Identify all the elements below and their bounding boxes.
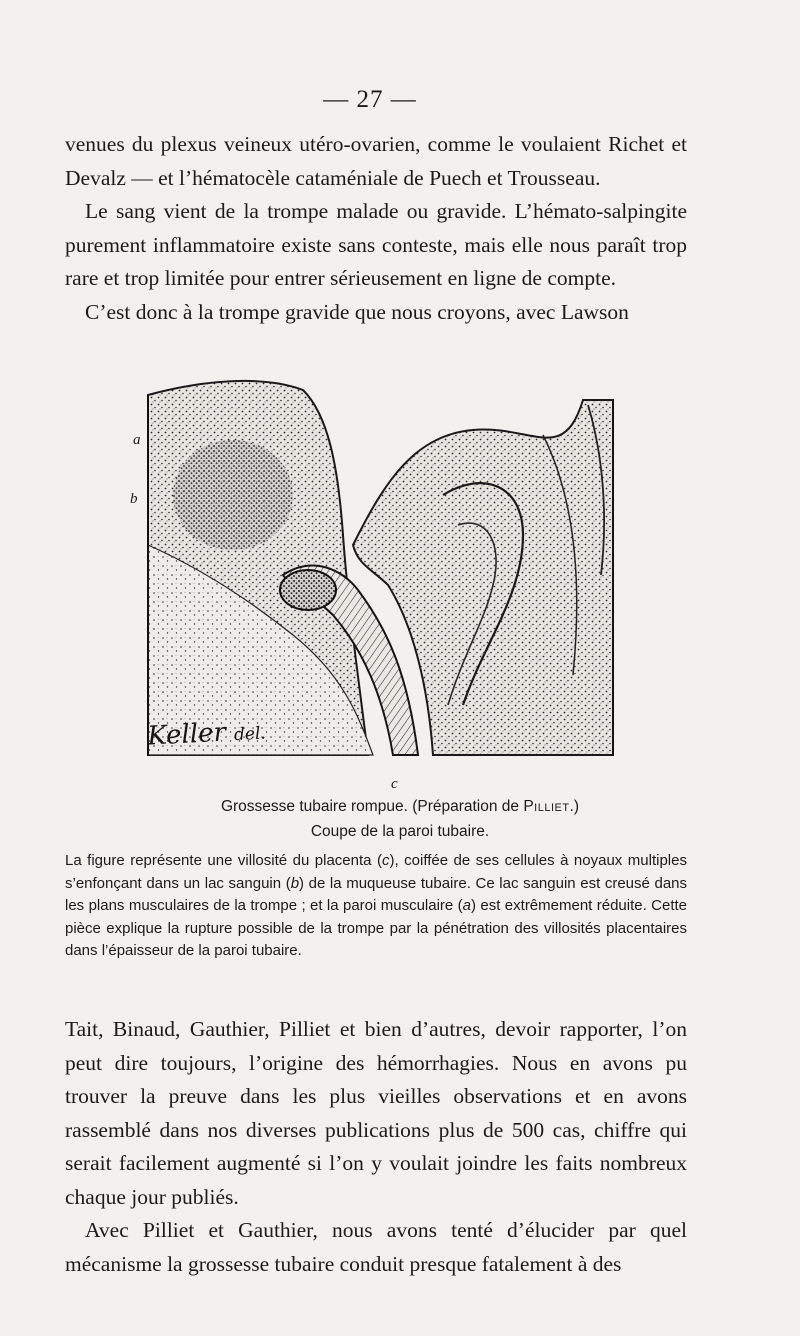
figure-label-a: a [133, 432, 141, 448]
figure-caption-body [65, 850, 687, 963]
body-text-top [65, 128, 687, 329]
figure-caption-title [0, 798, 800, 816]
paragraph: Avec Pilliet et Gauthier, nous avons tenté d’élucider par quel mécanisme la grossesse tubaire conduit presque fatalement à des [65, 1218, 687, 1276]
caption-title-prefix: Grossesse tubaire rompue. (Préparation de [220, 798, 524, 815]
figure-caption-subtitle: Coupe de la paroi tubaire. [310, 823, 490, 840]
caption-part: ) est extrêmement réduite. Cette pièce explique la rupture possible de la trompe par la pénétration des villosités placentaires dans l’épaisseur de la paroi tubaire. [65, 897, 688, 959]
paragraph: Le sang vient de la trompe malade ou gravide. L’hémato-salpingite purement inflammatoire existe sans conteste, mais elle nous paraît trop rare et trop limitée pour entrer sérieusement en ligne de compte. [65, 199, 687, 290]
figure-label-b: b [130, 491, 138, 507]
signature-name: Keller [146, 717, 227, 752]
body-text-bottom [65, 1013, 687, 1281]
caption-ref-c: c [381, 852, 390, 869]
caption-part: ), coiffée de ses cellules à noyaux multiples s’enfonçant dans un lac sanguin ( [65, 852, 687, 892]
caption-ref-a: a [462, 897, 472, 914]
paragraph: venues du plexus veineux utéro-ovarien, comme le voulaient Richet et Devalz — et l’hématocèle cataméniale de Puech et Trousseau. [65, 132, 687, 190]
signature-suffix: del. [233, 723, 267, 746]
caption-part: ) de la muqueuse tubaire. Ce lac sanguin est creusé dans les plans musculaires de la trompe ; et la paroi musculaire ( [65, 874, 687, 914]
caption-title-author: Pilliet [523, 798, 570, 815]
paragraph: C’est donc à la trompe gravide que nous croyons, avec Lawson [85, 299, 629, 324]
figure-label-c: c [391, 776, 398, 792]
paragraph: Tait, Binaud, Gauthier, Pilliet et bien d’autres, devoir rapporter, l’on peut dire toujours, l’origine des hémorrhagies. Nous en avons pu trouver la preuve dans les plus vieilles observations et en avons rassemblé dans nos diverses publications plus de 500 cas, chiffre qui serait facilement augmenté si l’on y voulait joindre les faits nombreux chaque jour publiés. [65, 1017, 687, 1209]
caption-title-suffix: .) [569, 798, 580, 815]
histology-illustration [143, 375, 618, 775]
artist-signature [147, 714, 290, 776]
page-number: — 27 — [323, 86, 417, 113]
caption-ref-b: b [290, 874, 300, 892]
caption-part: La figure représente une villosité du placenta ( [65, 852, 382, 869]
